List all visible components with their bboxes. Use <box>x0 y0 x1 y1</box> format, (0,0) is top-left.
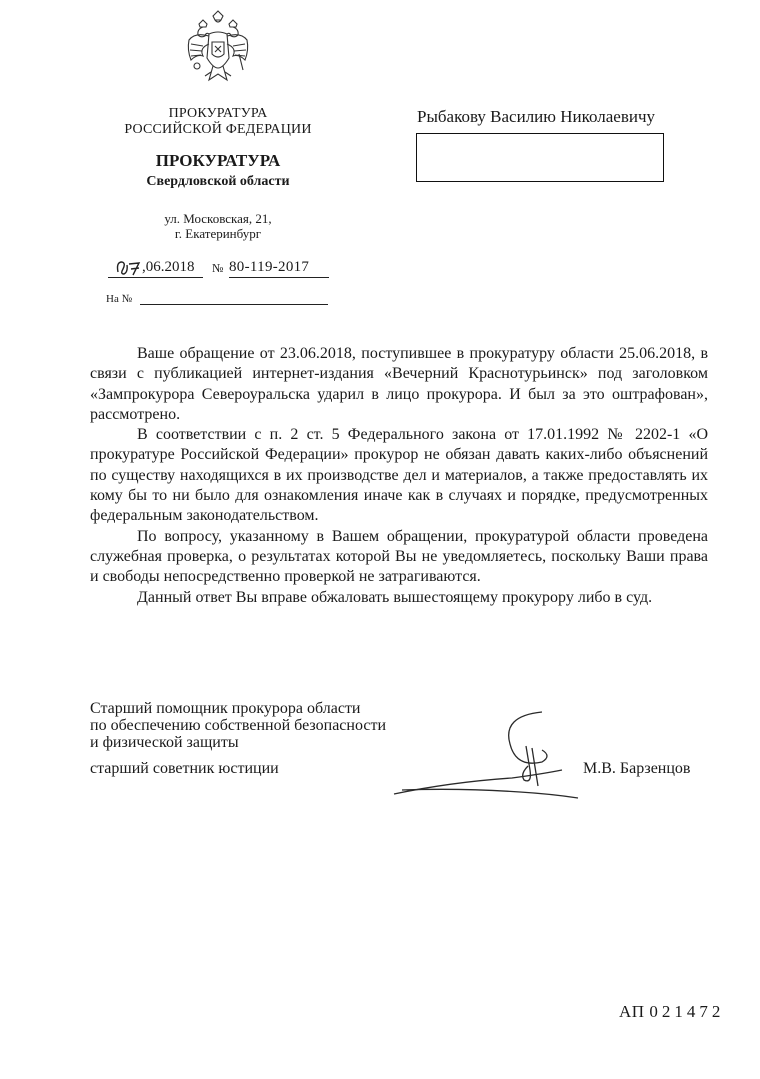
registration-date: ,06.2018 <box>142 259 195 275</box>
sender-region: Свердловской области <box>146 174 290 189</box>
redacted-address-box <box>416 133 664 182</box>
number-sign: № <box>212 261 224 275</box>
sender-address-street: ул. Московская, 21, <box>164 211 272 226</box>
sender-address-city: г. Екатеринбург <box>174 226 262 241</box>
reply-label: На № <box>106 293 133 305</box>
coat-of-arms-icon <box>183 10 253 90</box>
recipient-name: Рыбакову Василию Николаевичу <box>417 107 656 126</box>
signatory-rank: старший советник юстиции <box>90 760 279 777</box>
reply-underline <box>140 304 328 305</box>
date-underline <box>108 277 203 278</box>
sender-title: ПРОКУРАТУРА <box>155 151 281 170</box>
position-line: и физической защиты <box>90 734 239 751</box>
number-underline <box>229 277 329 278</box>
letter-body <box>90 344 708 608</box>
paragraph: Ваше обращение от 23.06.2018, поступившее в прокуратуру области 25.06.2018, в связи с публикацией интернет-издания «Вечерний Краснотурьинск» под заголовком «Зампрокурора Североуральска ударил в лицо прокурора. И был за это оштрафован», рассмотрено. <box>90 345 708 423</box>
serial-prefix: АП <box>619 1002 645 1021</box>
serial-number: 021472 <box>649 1002 725 1021</box>
position-line: по обеспечению собственной безопасности <box>90 717 387 734</box>
paragraph: Данный ответ Вы вправе обжаловать вышестоящему прокурору либо в суд. <box>137 588 653 606</box>
registration-number: 80-119-2017 <box>229 259 310 275</box>
registration-line <box>108 258 348 280</box>
paragraph: В соответствии с п. 2 ст. 5 Федерального закона от 17.01.1992 № 2202-1 «О прокуратуре Российской Федерации» прокурор не обязан давать каких-либо объяснений по существу находящихся в их производстве дел и материалов, а также предоставлять их кому бы то ни было для ознакомления иначе как в случаях и порядке, предусмотренных федеральным законодательством. <box>90 426 708 525</box>
position-line: Старший помощник прокурора области <box>90 700 361 717</box>
paragraph: По вопросу, указанному в Вашем обращении, прокуратурой области проведена служебная проверка, о результатах которой Вы не уведомляетесь, поскольку Ваши права и свободы непосредственно проверкой не затрагиваются. <box>90 527 708 586</box>
signatory-name: М.В. Барзенцов <box>583 760 691 777</box>
sender-line-1: ПРОКУРАТУРА <box>168 106 268 121</box>
form-serial <box>619 1002 724 1022</box>
sender-line-2: РОССИЙСКОЙ ФЕДЕРАЦИИ <box>124 122 312 137</box>
signature-mark <box>392 708 592 806</box>
handwritten-day-mark <box>112 256 144 278</box>
signatory-position <box>90 700 386 751</box>
